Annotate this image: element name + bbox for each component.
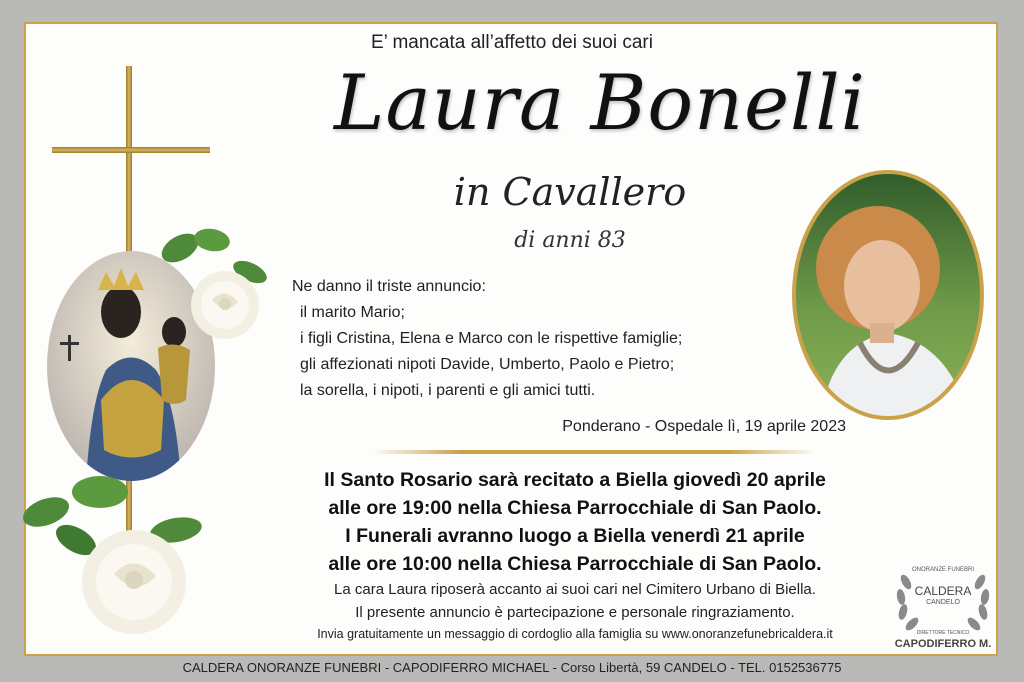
intro-text: E’ mancata all’affetto dei suoi cari: [371, 32, 653, 53]
announcement-line: i figli Cristina, Elena e Marco con le rispettive famiglie;: [300, 330, 683, 347]
logo-place: CANDELO: [926, 599, 960, 606]
rose-icon: [16, 470, 206, 640]
ceremony-line: Il Santo Rosario sarà recitato a Biella giovedì 20 aprile: [324, 469, 826, 491]
announcement-line: il marito Mario;: [300, 304, 405, 321]
ceremony-line: I Funerali avranno luogo a Biella venerdì 21 aprile: [345, 525, 805, 547]
announcement: [292, 274, 712, 404]
logo-brand: CALDERA: [914, 584, 972, 598]
deceased-name: Laura Bonelli: [334, 58, 866, 147]
condolence-invite: Invia gratuitamente un messaggio di cordoglio alla famiglia su www.onoranzefunebricaldera.it: [317, 627, 833, 641]
footer-text: CALDERA ONORANZE FUNEBRI - CAPODIFERRO MICHAEL - Corso Libertà, 59 CANDELO - TEL. 0152536775: [182, 660, 842, 675]
announcement-line: gli affezionati nipoti Davide, Umberto, Paolo e Pietro;: [300, 356, 675, 373]
burial-note: [250, 578, 900, 624]
burial-line: La cara Laura riposerà accanto ai suoi cari nel Cimitero Urbano di Biella.: [334, 581, 816, 598]
ceremony-details: [250, 466, 900, 578]
announcement-line: la sorella, i nipoti, i parenti e gli amici tutti.: [300, 382, 596, 399]
portrait-photo: [790, 168, 986, 422]
logo-top: ONORANZE FUNEBRI: [911, 567, 974, 573]
logo-director: CAPODIFERRO M.: [894, 638, 992, 650]
rose-icon: [150, 220, 275, 345]
ceremony-line: alle ore 10:00 nella Chiesa Parrocchiale di San Paolo.: [328, 553, 822, 575]
logo-role: DIRETTORE TECNICO: [916, 630, 970, 636]
funeral-home-logo: [888, 552, 998, 652]
announcement-line: Ne danno il triste annuncio:: [292, 278, 486, 295]
thanks-line: Il presente annuncio è partecipazione e personale ringraziamento.: [355, 604, 795, 621]
ceremony-line: alle ore 19:00 nella Chiesa Parrocchiale di San Paolo.: [328, 497, 822, 519]
place-date: Ponderano - Ospedale lì, 19 aprile 2023: [562, 418, 846, 435]
age-text: di anni 83: [514, 228, 626, 253]
cross-bar: [52, 147, 210, 153]
married-name: in Cavallero: [453, 170, 687, 214]
divider: [372, 450, 816, 454]
